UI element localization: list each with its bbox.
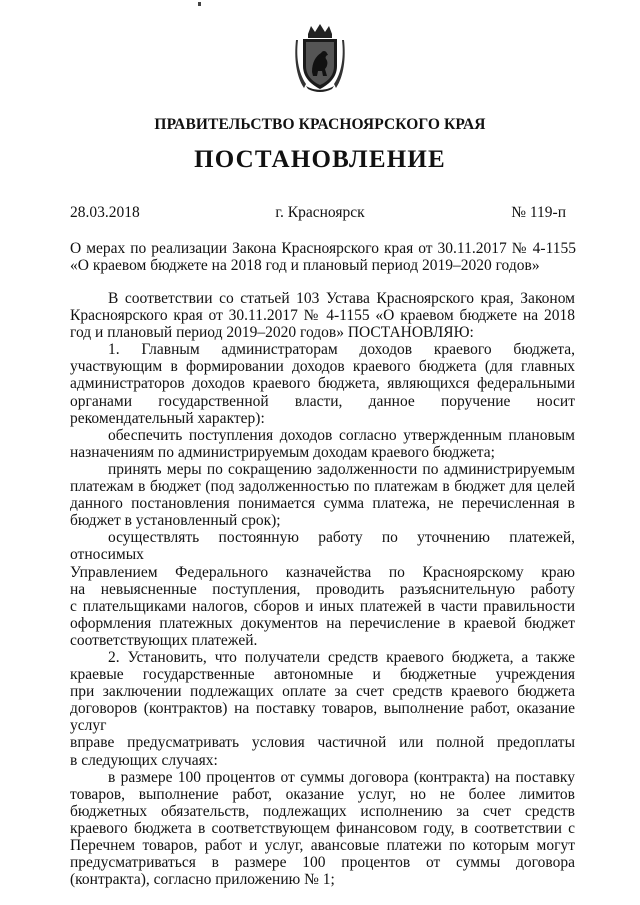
government-name: ПРАВИТЕЛЬСТВО КРАСНОЯРСКОГО КРАЯ [154,116,486,133]
subject-line: О мерах по реализации Закона Красноярского края от 30.11.2017 № 4-1155 [70,240,576,257]
scan-mark [198,2,201,6]
paragraph-line: при заключении подлежащих оплате за счет средств краевого бюджета [70,683,575,701]
document-date: 28.03.2018 [70,204,140,221]
intro-paragraph: В соответствии со статьей 103 Устава Красноярского края, Законом Красноярского края от 30.11.2017 № 4-1155 «О краевом бюджете на 2018 год и плановый период 2019–2020 годов» ПОСТАНОВЛЯЮ: [70,290,575,342]
document-body [70,290,575,888]
item-1-clause-b: принять меры по сокращению задолженности по администрируемым платежам в бюджет (под задолженностью по платежам в бюджет для целей данного постановления понимается сумма платежа, не перечисленная в бюджет в установленный срок); [70,460,575,530]
paragraph-line: вправе предусматривать условия частичной или полной предоплаты [70,734,575,752]
paragraph-line: соответствующих платежей. [70,631,258,649]
document-subject [70,240,576,274]
paragraph-line: договоров (контрактов) на поставку товаров, выполнение работ, оказание услуг [70,700,575,735]
document-city: г. Красноярск [275,204,365,221]
document-number: № 119-п [511,204,566,221]
item-1-clause-c [70,529,575,649]
paragraph-line: на невыясненные поступления, проводить разъяснительную работу [70,580,575,598]
paragraph-line: оформления платежных документов на перечисление в краевой бюджет [70,614,575,632]
paragraph-line: в следующих случаях: [70,751,218,769]
paragraph-line: с плательщиками налогов, сборов и иных платежей в части правильности [70,597,575,615]
item-2-paragraph [70,649,575,769]
paragraph-line: краевые государственные автономные и бюджетные учреждения [70,666,575,684]
document-type-title: ПОСТАНОВЛЕНИЕ [194,146,446,173]
subject-line: «О краевом бюджете на 2018 год и плановый период 2019–2020 годов» [70,257,540,274]
paragraph-line: Управлением Федерального казначейства по Красноярскому краю [70,563,575,581]
item-1-paragraph: 1. Главным администраторам доходов краевого бюджета, участвующим в формировании доходов краевого бюджета (для главных администраторов доходов краевого бюджета, являющихся федеральными органами государственной власти, данное поручение носит рекомендательный характер): [70,341,575,427]
item-1-clause-a: обеспечить поступления доходов согласно утвержденным плановым назначениям по администрируемым доходам краевого бюджета; [70,426,575,461]
paragraph-line: 2. Установить, что получатели средств краевого бюджета, а также [108,648,575,666]
coat-of-arms-icon [294,22,346,92]
paragraph-line: осуществлять постоянную работу по уточнению платежей, относимых [70,529,575,564]
item-2-clause-a: в размере 100 процентов от суммы договора (контракта) на поставку товаров, выполнение работ, оказание услуг, но не более лимитов бюджетных обязательств, подлежащих исполнению за счет средств краевого бюджета в соответствующем финансовом году, в соответствии с Перечнем товаров, работ и услуг, авансовые платежи по которым могут предусматриваться в размере 100 процентов от суммы договора (контракта), согласно приложению № 1; [70,768,575,889]
